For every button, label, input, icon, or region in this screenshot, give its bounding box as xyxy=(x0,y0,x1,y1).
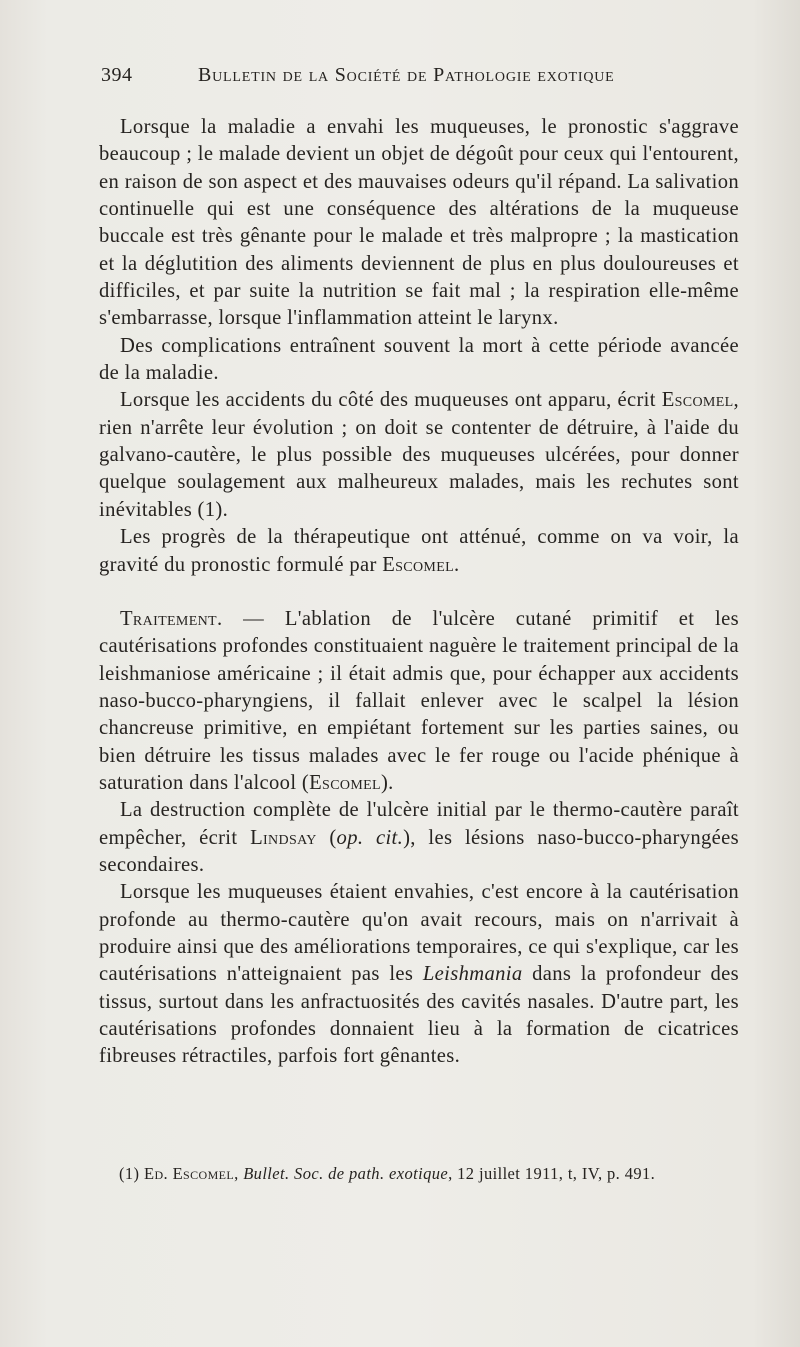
text-run: , rien n'arrête leur évolution ; on doit se contenter de détruire, à l'aide du galvano-cautère, le plus possible des muqueuses ulcérées, pour donner quelque soulagement aux malheureux malades, mais les rechutes sont inévitables (1). xyxy=(99,389,740,521)
running-header xyxy=(101,64,661,92)
text-run: , xyxy=(234,1164,244,1183)
author-name: Escomel xyxy=(382,553,455,576)
text-run: Lorsque les muqueuses étaient envahies, c'est encore à la cautérisation profonde au thermo-cautère qu'on avait recours, mais on n'arrivait à produire ainsi que des améliorations temporaires, ce qui s'explique, car les cautérisations n'atteignaient pas les xyxy=(99,881,739,986)
text-run: dans la profondeur des tissus, surtout dans les anfractuosités des cavités nasales. D'autre part, les cautérisations profondes donnaient lieu à la formation de cicatrices fibreuses rétractiles, parfois fort gênantes. xyxy=(99,963,740,1068)
footnote-author: Ed. Escomel xyxy=(143,1164,235,1183)
author-name: Escomel xyxy=(661,389,734,412)
text-run: La destruction complète de l'ulcère initial par le thermo-cautère paraît empêcher, écrit xyxy=(99,799,739,849)
paragraph-progress xyxy=(99,524,739,579)
section-spacer xyxy=(99,579,739,606)
paragraph-complications: Des complications entraînent souvent la mort à cette période avancée de la maladie. xyxy=(99,334,739,385)
text-run: Les progrès de la thérapeutique ont atténué, comme on va voir, la gravité du pronostic formulé par xyxy=(99,526,739,576)
paragraph-cauterization xyxy=(99,879,739,1070)
paragraph-treatment xyxy=(99,606,739,797)
author-name: Escomel xyxy=(309,771,381,794)
paragraph-thermocautery xyxy=(99,797,739,879)
paragraph-mucosa-accidents xyxy=(99,387,739,524)
text-run: ), les lésions naso-bucco-pharyngées secondaires. xyxy=(99,826,739,876)
main-text xyxy=(99,114,739,1071)
text-run: — L'ablation de l'ulcère cutané primitif et les cautérisations profondes constituaient naguère le traitement principal de la leishmaniose américaine ; il était admis que, pour échapper aux accidents naso-bucco-pharyngiens, il fallait enlever avec le scalpel la lésion chancreuse primitive, en empiétant fortement sur les parties saines, ou bien détruire les tissus malades avec le fer rouge ou l'acide phénique à saturation dans l'alcool ( xyxy=(99,607,739,794)
text-run: . xyxy=(454,553,460,576)
text-run: Lorsque les accidents du côté des muqueuses ont apparu, écrit xyxy=(120,389,656,412)
author-name: Lindsay xyxy=(250,826,317,849)
footnote-details: , 12 juillet 1911, t, IV, p. 491. xyxy=(448,1164,656,1183)
citation: op. cit. xyxy=(336,826,404,849)
genus-name: Leishmania xyxy=(422,963,523,986)
text-run: ( xyxy=(316,826,337,849)
text-run: ). xyxy=(380,771,394,794)
running-title: Bulletin de la Société de Pathologie exotique xyxy=(198,64,615,86)
footnote-journal: Bullet. Soc. de path. exotique xyxy=(243,1164,449,1183)
paragraph-prognosis: Lorsque la maladie a envahi les muqueuses, le pronostic s'aggrave beaucoup ; le malade devient un objet de dégoût pour ceux qui l'entourent, en raison de son aspect et des mauvaises odeurs qu'il répand. La salivation continuelle qui est une conséquence des altérations de la muqueuse buccale est très gênante pour le malade et très malpropre ; la mastication et la déglutition des aliments deviennent de plus en plus douloureuses et difficiles, et par suite la nutrition se fait mal ; la respiration elle-même s'embarrasse, lorsque l'inflammation atteint le larynx. xyxy=(99,116,739,330)
page-number: 394 xyxy=(101,64,133,86)
footnote xyxy=(119,1163,739,1185)
footnote-marker: (1) xyxy=(119,1164,144,1183)
section-heading: Traitement. xyxy=(120,607,223,630)
